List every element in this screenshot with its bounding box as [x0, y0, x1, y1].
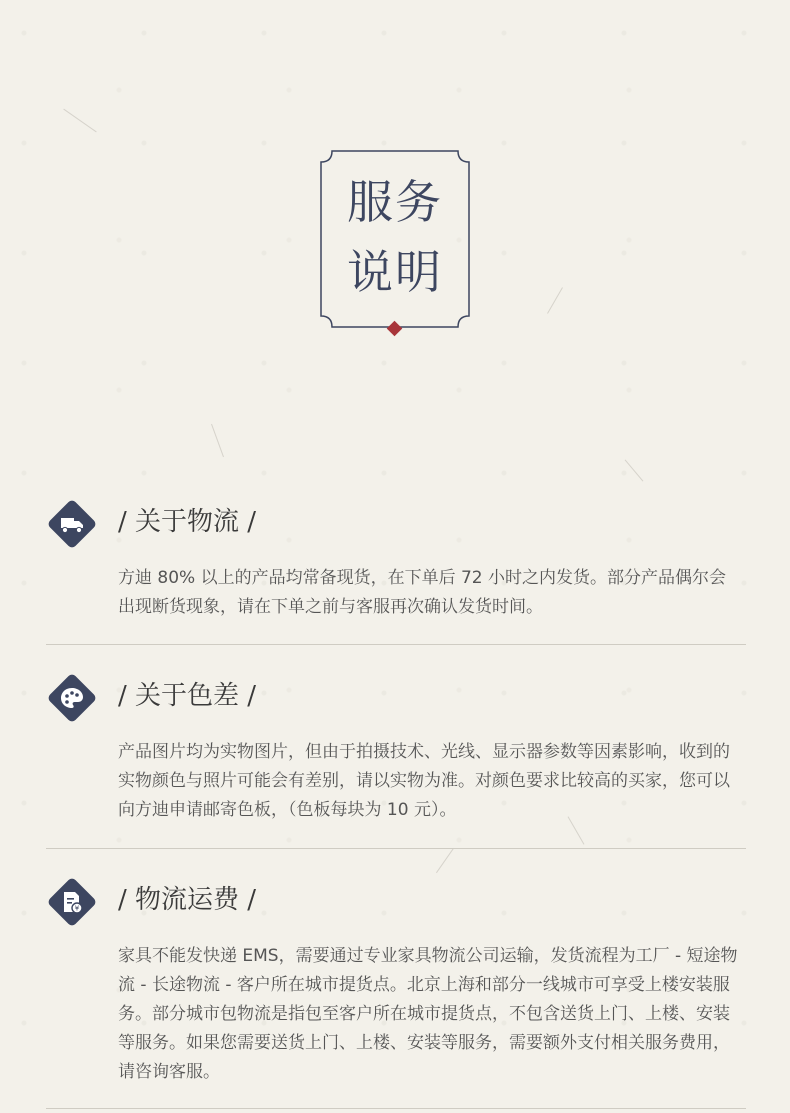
palette-icon	[46, 672, 98, 724]
page-title-line1: 服务	[347, 175, 443, 229]
svg-text:¥: ¥	[74, 904, 80, 913]
title-badge	[320, 150, 470, 330]
divider	[46, 848, 746, 849]
section-title: / 物流运费 /	[118, 885, 257, 915]
divider	[46, 1108, 746, 1109]
badge-dot	[387, 321, 403, 337]
section-body: 家具不能发快递 EMS，需要通过专业家具物流公司运输，发货流程为工厂 - 短途物流 - 长途物流 - 客户所在城市提货点。北京上海和部分一线城市可享受上楼安装服务。部分城市包物流是指包至客户所在城市提货点，不包含送货上门、上楼、安装等服务。如果您需要送货上门、上楼、安装等服务，需要额外支付相关服务费用，请咨询客服。	[118, 946, 738, 1082]
truck-icon	[46, 498, 98, 550]
section-shipping-fees	[46, 876, 746, 1096]
page-title-line2: 说明	[347, 245, 443, 299]
section-body: 方迪 80% 以上的产品均常备现货，在下单后 72 小时之内发货。部分产品偶尔会出现断货现象，请在下单之前与客服再次确认发货时间。	[118, 568, 727, 617]
section-title: / 关于色差 /	[118, 681, 257, 711]
section-title: / 关于物流 /	[118, 507, 257, 537]
section-logistics	[46, 498, 746, 628]
section-body: 产品图片均为实物图片，但由于拍摄技术、光线、显示器参数等因素影响，收到的实物颜色与照片可能会有差别，请以实物为准。对颜色要求比较高的买家，您可以向方迪申请邮寄色板，（色板每块为 10 元）。	[118, 742, 730, 820]
divider	[46, 644, 746, 645]
invoice-icon	[46, 876, 98, 928]
section-color-difference	[46, 672, 746, 832]
